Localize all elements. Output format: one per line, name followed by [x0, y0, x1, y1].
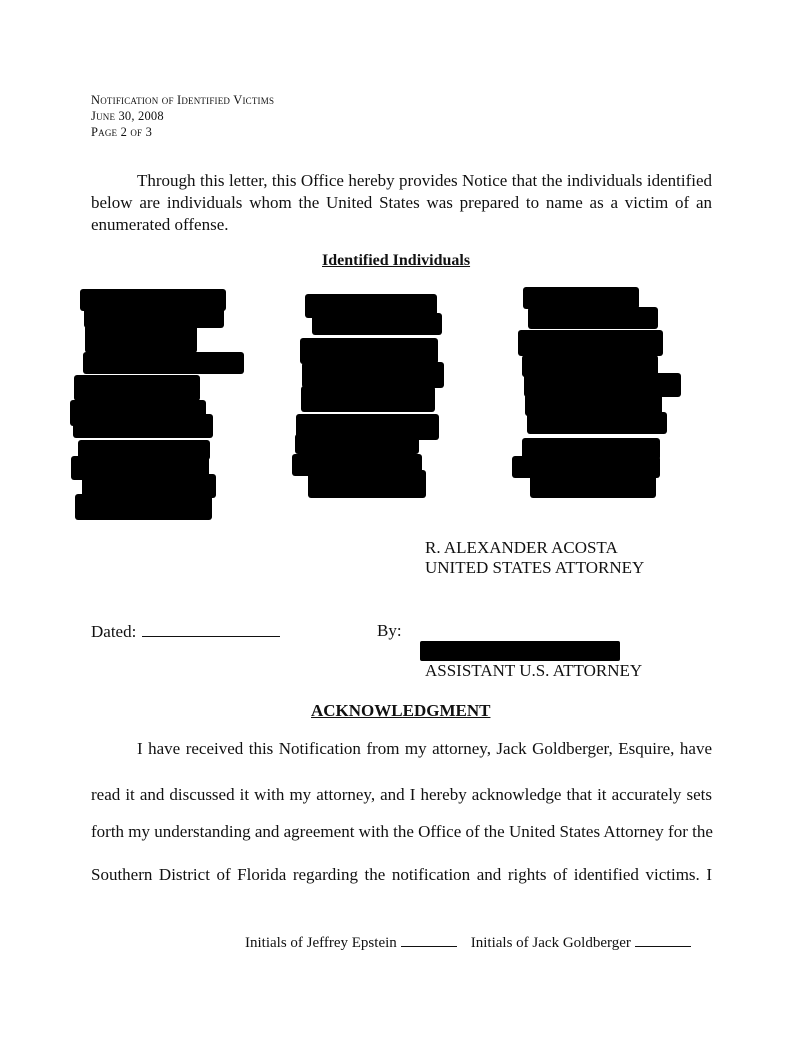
redaction-block [308, 470, 426, 498]
redaction-block [527, 412, 667, 434]
identified-individuals-heading: Identified Individuals [322, 252, 471, 269]
dated-label: Dated: [91, 622, 137, 641]
redaction-block [83, 352, 244, 374]
dated-field [91, 620, 280, 643]
header-document-title: Notification of Identified Victims [91, 93, 275, 107]
redaction-block [74, 375, 200, 401]
acknowledgment-line: read it and discussed it with my attorney, and I hereby acknowledge that it accurately sets [91, 785, 712, 804]
redaction-block [523, 287, 639, 309]
acknowledgment-line: forth my understanding and agreement with the Office of the United States Attorney for the [91, 822, 713, 841]
signer-title: ASSISTANT U.S. ATTORNEY [425, 661, 643, 680]
initials-goldberger-label: Initials of Jack Goldberger [470, 935, 631, 951]
redaction-block [85, 325, 197, 353]
date-signature-line [142, 620, 280, 637]
acknowledgment-heading: ACKNOWLEDGMENT [311, 701, 491, 720]
redaction-block [75, 494, 212, 520]
initials-goldberger-line [635, 934, 691, 947]
redaction-block [530, 474, 656, 498]
header-date: June 30, 2008 [91, 109, 164, 123]
us-attorney-name: R. ALEXANDER ACOSTA [425, 538, 618, 557]
redaction-block [301, 386, 435, 412]
acknowledgment-line: I have received this Notification from my attorney, Jack Goldberger, Esquire, have [137, 739, 712, 758]
redacted-signer-name [420, 641, 620, 661]
acknowledgment-line: Southern District of Florida regarding the notification and rights of identified victims. I [91, 865, 712, 884]
intro-paragraph: Through this letter, this Office hereby provides Notice that the individuals identified below are individuals whom the United States was prepared to name as a victim of an enumerated offense. [91, 171, 712, 234]
redaction-block [302, 362, 444, 388]
redaction-block [312, 313, 442, 335]
redaction-block [73, 414, 213, 438]
redaction-block [295, 434, 419, 454]
redaction-block [518, 330, 663, 356]
initials-epstein-label: Initials of Jeffrey Epstein [245, 935, 397, 951]
redaction-block [300, 338, 438, 364]
initials-row [245, 934, 691, 952]
redaction-block [528, 307, 658, 329]
header-page-number: Page 2 of 3 [91, 125, 153, 139]
us-attorney-title: UNITED STATES ATTORNEY [425, 558, 645, 577]
by-label: By: [377, 621, 402, 640]
initials-epstein-line [401, 934, 457, 947]
